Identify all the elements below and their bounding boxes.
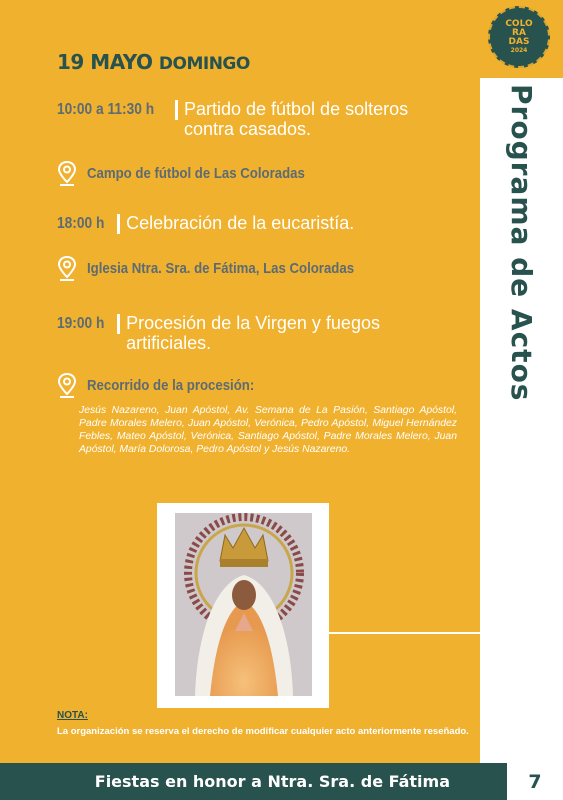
divider — [175, 100, 178, 120]
event-description — [184, 99, 408, 139]
page-title — [57, 50, 250, 75]
divider — [117, 214, 120, 234]
date-weekday: DOMINGO — [158, 54, 250, 74]
logo-line: COLO — [505, 18, 533, 29]
event-desc-line: artificiales. — [126, 333, 212, 353]
location-text: Iglesia Ntra. Sra. de Fátima, Las Coloradas — [87, 260, 355, 277]
location-pin-icon — [57, 372, 77, 399]
procession-route: Jesús Nazareno, Juan Apóstol, Av. Semana de La Pasión, Santiago Apóstol, Padre Morales Melero, Juan Apóstol, Verónica, Pedro Apóstol, Miguel Hernández Febles, Mateo Apóstol, Verónica, Santiago Apóstol, Padre Morales Melero, Juan Apóstol, María Dolorosa, Pedro Apóstol y Jesús Nazareno. — [79, 405, 457, 455]
divider — [117, 314, 120, 334]
event-desc-line: Procesión de la Virgen y fuegos — [126, 313, 380, 333]
date-day: 19 MAYO — [57, 50, 153, 74]
note-heading: NOTA: — [57, 710, 88, 721]
location-text: Campo de fútbol de Las Coloradas — [87, 165, 305, 182]
page-number: 7 — [528, 770, 542, 793]
event-time: 10:00 a 11:30 h — [57, 101, 155, 118]
logo-year: 2024 — [510, 46, 528, 54]
footer-text: Fiestas en honor a Ntra. Sra. de Fátima — [94, 772, 450, 791]
footer-bar — [0, 763, 507, 800]
virgin-image — [175, 513, 312, 696]
location-item — [57, 160, 335, 187]
location-item — [57, 255, 390, 282]
event-item — [57, 313, 380, 353]
side-title-text: Programa de Actos — [505, 84, 538, 402]
fiestas-logo — [488, 6, 550, 68]
event-description — [126, 213, 354, 233]
location-pin-icon — [57, 255, 77, 282]
event-desc-line: contra casados. — [183, 119, 312, 139]
event-time: 18:00 h — [57, 215, 105, 232]
location-text: Recorrido de la procesión: — [87, 377, 255, 394]
note-text: La organización se reserva el derecho de modificar cualquier acto anteriormente reseñado. — [57, 726, 469, 737]
event-time: 19:00 h — [57, 315, 105, 332]
location-item — [57, 372, 277, 399]
logo-line: RA — [512, 27, 526, 38]
side-title — [480, 78, 563, 408]
event-desc-line: Partido de fútbol de solteros — [183, 99, 409, 119]
event-item — [57, 99, 408, 139]
event-item — [57, 213, 354, 234]
location-pin-icon — [57, 160, 77, 187]
logo-line: DAS — [508, 36, 530, 47]
page-number-box — [507, 763, 563, 800]
divider-line — [329, 632, 480, 634]
event-desc-line: Celebración de la eucaristía. — [126, 213, 355, 233]
event-description — [126, 313, 380, 353]
